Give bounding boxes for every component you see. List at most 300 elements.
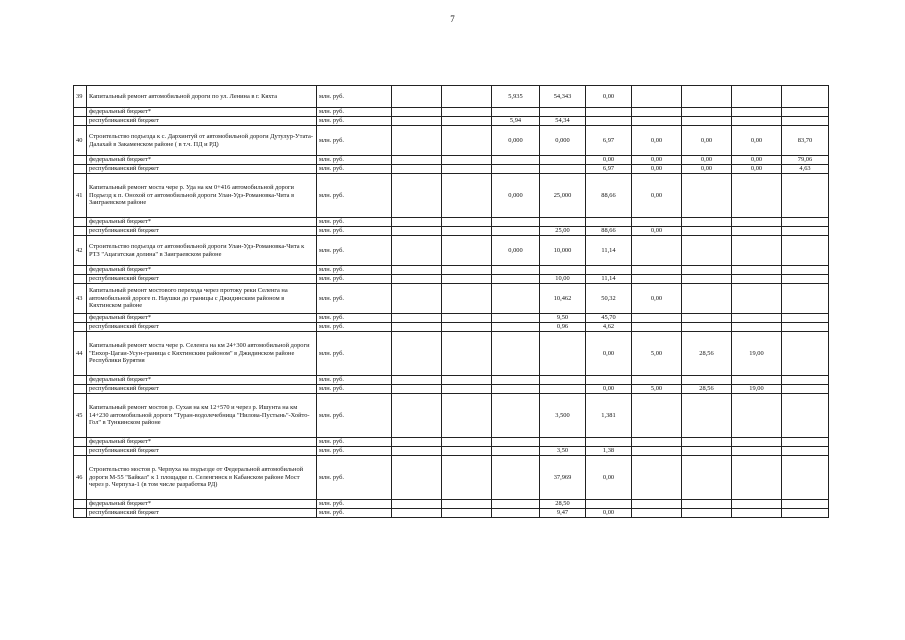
value-cell: 25,000 [540, 174, 586, 218]
item-name-cell: республиканский бюджет [87, 165, 317, 174]
value-cell: 0,00 [682, 165, 732, 174]
value-cell [392, 86, 442, 108]
value-cell: 0,00 [632, 227, 682, 236]
value-cell [732, 275, 782, 284]
value-cell [732, 108, 782, 117]
value-cell [632, 500, 682, 509]
value-cell [392, 447, 442, 456]
row-number-cell [74, 447, 87, 456]
value-cell: 11,14 [586, 275, 632, 284]
value-cell [782, 509, 829, 518]
unit-cell: млн. руб. [317, 500, 392, 509]
value-cell [442, 376, 492, 385]
value-cell [732, 456, 782, 500]
value-cell [492, 438, 540, 447]
unit-cell: млн. руб. [317, 284, 392, 314]
value-cell [540, 156, 586, 165]
value-cell [586, 500, 632, 509]
value-cell [782, 323, 829, 332]
value-cell [782, 376, 829, 385]
value-cell [682, 456, 732, 500]
value-cell: 0,00 [632, 174, 682, 218]
value-cell [586, 117, 632, 126]
item-name-cell: Строительство подъезда к с. Дархинтуй от автомобильной дороги Дутулур-Утата-Далахай в Закаменском районе ( в т.ч. ПД и РД) [87, 126, 317, 156]
value-cell [392, 500, 442, 509]
unit-cell: млн. руб. [317, 456, 392, 500]
value-cell [492, 385, 540, 394]
value-cell [442, 500, 492, 509]
value-cell: 5,94 [492, 117, 540, 126]
value-cell: 6,97 [586, 165, 632, 174]
table-row-subitem [74, 266, 829, 275]
value-cell [442, 266, 492, 275]
value-cell: 4,62 [586, 323, 632, 332]
table-row-subitem [74, 218, 829, 227]
value-cell [442, 456, 492, 500]
value-cell [732, 500, 782, 509]
value-cell [392, 332, 442, 376]
value-cell [442, 438, 492, 447]
item-name-cell: федеральный бюджет* [87, 266, 317, 275]
value-cell [632, 108, 682, 117]
value-cell [632, 86, 682, 108]
value-cell [782, 438, 829, 447]
value-cell [540, 332, 586, 376]
value-cell [492, 447, 540, 456]
value-cell [442, 509, 492, 518]
value-cell [392, 376, 442, 385]
value-cell [442, 126, 492, 156]
value-cell [632, 323, 682, 332]
value-cell [632, 394, 682, 438]
value-cell [732, 394, 782, 438]
value-cell: 11,14 [586, 236, 632, 266]
row-number-cell: 41 [74, 174, 87, 218]
value-cell: 6,97 [586, 126, 632, 156]
value-cell: 10,462 [540, 284, 586, 314]
value-cell: 0,00 [732, 126, 782, 156]
value-cell [632, 509, 682, 518]
value-cell [682, 227, 732, 236]
value-cell [782, 236, 829, 266]
value-cell: 54,343 [540, 86, 586, 108]
value-cell [732, 376, 782, 385]
value-cell: 25,00 [540, 227, 586, 236]
unit-cell: млн. руб. [317, 438, 392, 447]
value-cell [492, 394, 540, 438]
value-cell [682, 500, 732, 509]
value-cell [492, 227, 540, 236]
value-cell [632, 266, 682, 275]
value-cell [632, 314, 682, 323]
page-number: 7 [450, 14, 455, 24]
value-cell: 0,00 [632, 165, 682, 174]
value-cell [732, 314, 782, 323]
unit-cell: млн. руб. [317, 227, 392, 236]
value-cell [540, 385, 586, 394]
value-cell [782, 456, 829, 500]
value-cell: 1,381 [586, 394, 632, 438]
row-number-cell [74, 156, 87, 165]
table-row-item [74, 284, 829, 314]
table-row-subitem [74, 314, 829, 323]
value-cell [732, 447, 782, 456]
value-cell [392, 174, 442, 218]
unit-cell: млн. руб. [317, 314, 392, 323]
row-number-cell [74, 266, 87, 275]
value-cell [732, 236, 782, 266]
value-cell [586, 376, 632, 385]
value-cell [782, 394, 829, 438]
value-cell: 0,00 [682, 156, 732, 165]
table-row-item [74, 86, 829, 108]
value-cell [682, 447, 732, 456]
row-number-cell: 40 [74, 126, 87, 156]
value-cell [442, 284, 492, 314]
value-cell: 0,00 [586, 332, 632, 376]
value-cell: 28,56 [682, 332, 732, 376]
value-cell: 28,50 [540, 500, 586, 509]
value-cell [392, 456, 442, 500]
table-row-item [74, 332, 829, 376]
value-cell [540, 218, 586, 227]
value-cell [682, 376, 732, 385]
value-cell: 0,000 [492, 126, 540, 156]
row-number-cell [74, 314, 87, 323]
value-cell: 0,00 [586, 385, 632, 394]
value-cell [732, 117, 782, 126]
item-name-cell: республиканский бюджет [87, 509, 317, 518]
value-cell [392, 236, 442, 266]
value-cell: 19,00 [732, 332, 782, 376]
unit-cell: млн. руб. [317, 394, 392, 438]
value-cell: 0,00 [586, 509, 632, 518]
value-cell [782, 266, 829, 275]
value-cell: 0,00 [732, 165, 782, 174]
row-number-cell [74, 227, 87, 236]
item-name-cell: республиканский бюджет [87, 323, 317, 332]
item-name-cell: Строительство мостов р. Черпуха на подъезде от Федеральной автомобильной дороги М-55 "Байкал" к 1 площадке п. Селенгинск в Кабанском районе Мост через р. Черпуха-1 (в том числе разработка РД) [87, 456, 317, 500]
value-cell [682, 284, 732, 314]
unit-cell: млн. руб. [317, 156, 392, 165]
unit-cell: млн. руб. [317, 266, 392, 275]
table-row-subitem [74, 385, 829, 394]
value-cell [782, 275, 829, 284]
value-cell [632, 376, 682, 385]
value-cell [586, 438, 632, 447]
table-row-subitem [74, 376, 829, 385]
value-cell [442, 314, 492, 323]
value-cell [586, 266, 632, 275]
value-cell: 50,32 [586, 284, 632, 314]
value-cell: 0,000 [492, 236, 540, 266]
row-number-cell [74, 376, 87, 385]
unit-cell: млн. руб. [317, 174, 392, 218]
item-name-cell: федеральный бюджет* [87, 500, 317, 509]
table-row-subitem [74, 500, 829, 509]
value-cell [492, 218, 540, 227]
item-name-cell: федеральный бюджет* [87, 108, 317, 117]
table-row-subitem [74, 156, 829, 165]
value-cell [392, 218, 442, 227]
table-row-subitem [74, 117, 829, 126]
row-number-cell: 45 [74, 394, 87, 438]
value-cell [632, 456, 682, 500]
item-name-cell: Капитальный ремонт моста чере р. Уда на км 0+416 автомобильной дороги Подъезд к п. Онохой от автомобильной дороги Улан-Удэ-Романовка-Чита в Заиграевском районе [87, 174, 317, 218]
value-cell: 0,00 [632, 156, 682, 165]
value-cell [492, 314, 540, 323]
value-cell [492, 165, 540, 174]
item-name-cell: республиканский бюджет [87, 275, 317, 284]
value-cell [392, 126, 442, 156]
item-name-cell: республиканский бюджет [87, 385, 317, 394]
row-number-cell [74, 218, 87, 227]
item-name-cell: Капитальный ремонт мостового перехода через протоку реки Селенга на автомобильной дороге п. Наушки до границы с Джидинским районом в Кяхтинском районе [87, 284, 317, 314]
value-cell [442, 447, 492, 456]
unit-cell: млн. руб. [317, 332, 392, 376]
value-cell [682, 275, 732, 284]
value-cell: 0,00 [682, 126, 732, 156]
value-cell [442, 174, 492, 218]
value-cell: 0,00 [632, 284, 682, 314]
table-row-item [74, 174, 829, 218]
value-cell: 3,500 [540, 394, 586, 438]
value-cell [732, 86, 782, 108]
value-cell [782, 86, 829, 108]
value-cell [682, 323, 732, 332]
item-name-cell: республиканский бюджет [87, 117, 317, 126]
value-cell: 0,00 [586, 86, 632, 108]
row-number-cell: 46 [74, 456, 87, 500]
table-row-item [74, 236, 829, 266]
value-cell [492, 509, 540, 518]
value-cell: 3,50 [540, 447, 586, 456]
value-cell [682, 86, 732, 108]
value-cell [392, 323, 442, 332]
row-number-cell [74, 438, 87, 447]
value-cell [682, 266, 732, 275]
value-cell [442, 275, 492, 284]
item-name-cell: Капитальный ремонт мостов р. Сухая на км 12+570 и через р. Ишунта на км 14+230 автомобильной дороги "Туран-водолечебница "Нилова-Пустынь"-Хойто-Гол" в Тункинском районе [87, 394, 317, 438]
value-cell [540, 165, 586, 174]
value-cell [492, 376, 540, 385]
item-name-cell: республиканский бюджет [87, 227, 317, 236]
value-cell [632, 438, 682, 447]
value-cell [732, 227, 782, 236]
value-cell [492, 323, 540, 332]
row-number-cell: 42 [74, 236, 87, 266]
value-cell [442, 165, 492, 174]
unit-cell: млн. руб. [317, 376, 392, 385]
value-cell [442, 227, 492, 236]
item-name-cell: федеральный бюджет* [87, 156, 317, 165]
value-cell [632, 447, 682, 456]
value-cell [492, 500, 540, 509]
value-cell [586, 218, 632, 227]
value-cell [732, 438, 782, 447]
value-cell [782, 385, 829, 394]
value-cell [682, 394, 732, 438]
value-cell [682, 509, 732, 518]
value-cell [492, 108, 540, 117]
row-number-cell [74, 385, 87, 394]
unit-cell: млн. руб. [317, 165, 392, 174]
value-cell [442, 117, 492, 126]
item-name-cell: Капитальный ремонт моста чере р. Селенга на км 24+300 автомобильной дороги "Енхор-Цагаи-Усун-граница с Кяхтинским районом" в Джидинском районе Республики Бурятия [87, 332, 317, 376]
value-cell: 9,50 [540, 314, 586, 323]
row-number-cell [74, 323, 87, 332]
unit-cell: млн. руб. [317, 509, 392, 518]
value-cell: 0,00 [586, 456, 632, 500]
row-number-cell [74, 509, 87, 518]
row-number-cell [74, 108, 87, 117]
value-cell: 5,935 [492, 86, 540, 108]
table-row-item [74, 456, 829, 500]
value-cell [392, 385, 442, 394]
value-cell [782, 500, 829, 509]
value-cell: 83,70 [782, 126, 829, 156]
budget-table [73, 85, 829, 518]
value-cell: 5,00 [632, 385, 682, 394]
value-cell: 88,66 [586, 227, 632, 236]
value-cell [632, 117, 682, 126]
item-name-cell: Строительство подъезда от автомобильной дороги Улан-Удэ-Романовка-Чита к РТЗ "Ацагатская долина" в Заиграевском районе [87, 236, 317, 266]
unit-cell: млн. руб. [317, 385, 392, 394]
value-cell [782, 218, 829, 227]
value-cell [782, 108, 829, 117]
row-number-cell [74, 275, 87, 284]
value-cell [732, 174, 782, 218]
table-row-subitem [74, 447, 829, 456]
value-cell [442, 385, 492, 394]
value-cell [782, 314, 829, 323]
row-number-cell [74, 165, 87, 174]
value-cell [392, 394, 442, 438]
value-cell [392, 117, 442, 126]
value-cell [492, 456, 540, 500]
table-row-subitem [74, 227, 829, 236]
value-cell [492, 266, 540, 275]
item-name-cell: республиканский бюджет [87, 447, 317, 456]
table-row-subitem [74, 509, 829, 518]
item-name-cell: федеральный бюджет* [87, 314, 317, 323]
value-cell [442, 394, 492, 438]
value-cell [682, 218, 732, 227]
value-cell [392, 275, 442, 284]
value-cell [442, 86, 492, 108]
value-cell: 10,00 [540, 275, 586, 284]
value-cell: 0,00 [586, 156, 632, 165]
value-cell [392, 227, 442, 236]
value-cell: 1,38 [586, 447, 632, 456]
value-cell: 37,969 [540, 456, 586, 500]
value-cell [392, 438, 442, 447]
value-cell [732, 266, 782, 275]
value-cell [540, 266, 586, 275]
value-cell [682, 314, 732, 323]
value-cell [782, 117, 829, 126]
value-cell: 10,000 [540, 236, 586, 266]
value-cell [442, 156, 492, 165]
item-name-cell: Капитальный ремонт автомобильной дороги по ул. Ленина в г. Кяхта [87, 86, 317, 108]
unit-cell: млн. руб. [317, 218, 392, 227]
value-cell: 0,000 [540, 126, 586, 156]
value-cell [392, 165, 442, 174]
value-cell [632, 236, 682, 266]
value-cell [782, 174, 829, 218]
value-cell [782, 284, 829, 314]
row-number-cell [74, 117, 87, 126]
table-row-subitem [74, 438, 829, 447]
value-cell [540, 376, 586, 385]
value-cell: 9,47 [540, 509, 586, 518]
value-cell [392, 156, 442, 165]
value-cell [492, 156, 540, 165]
row-number-cell: 44 [74, 332, 87, 376]
value-cell: 0,00 [632, 126, 682, 156]
value-cell [492, 284, 540, 314]
value-cell [442, 236, 492, 266]
table-row-subitem [74, 275, 829, 284]
unit-cell: млн. руб. [317, 236, 392, 266]
row-number-cell [74, 500, 87, 509]
unit-cell: млн. руб. [317, 126, 392, 156]
value-cell: 45,70 [586, 314, 632, 323]
unit-cell: млн. руб. [317, 275, 392, 284]
value-cell [492, 275, 540, 284]
value-cell: 88,66 [586, 174, 632, 218]
value-cell [682, 438, 732, 447]
value-cell: 0,00 [732, 156, 782, 165]
value-cell [442, 108, 492, 117]
value-cell: 0,96 [540, 323, 586, 332]
table-row-subitem [74, 108, 829, 117]
value-cell [540, 108, 586, 117]
value-cell [392, 314, 442, 323]
unit-cell: млн. руб. [317, 108, 392, 117]
item-name-cell: федеральный бюджет* [87, 438, 317, 447]
value-cell [682, 117, 732, 126]
value-cell [540, 438, 586, 447]
item-name-cell: федеральный бюджет* [87, 376, 317, 385]
value-cell [392, 509, 442, 518]
value-cell [682, 174, 732, 218]
value-cell [586, 108, 632, 117]
value-cell [732, 284, 782, 314]
value-cell: 54,34 [540, 117, 586, 126]
value-cell [392, 108, 442, 117]
value-cell [392, 284, 442, 314]
value-cell [732, 509, 782, 518]
row-number-cell: 43 [74, 284, 87, 314]
table-row-item [74, 394, 829, 438]
table-row-subitem [74, 165, 829, 174]
table-row-item [74, 126, 829, 156]
unit-cell: млн. руб. [317, 447, 392, 456]
value-cell [782, 447, 829, 456]
value-cell [782, 332, 829, 376]
value-cell: 28,56 [682, 385, 732, 394]
table-row-subitem [74, 323, 829, 332]
value-cell [492, 332, 540, 376]
value-cell [682, 236, 732, 266]
unit-cell: млн. руб. [317, 323, 392, 332]
value-cell: 79,06 [782, 156, 829, 165]
value-cell: 5,00 [632, 332, 682, 376]
unit-cell: млн. руб. [317, 117, 392, 126]
value-cell [392, 266, 442, 275]
value-cell: 4,63 [782, 165, 829, 174]
